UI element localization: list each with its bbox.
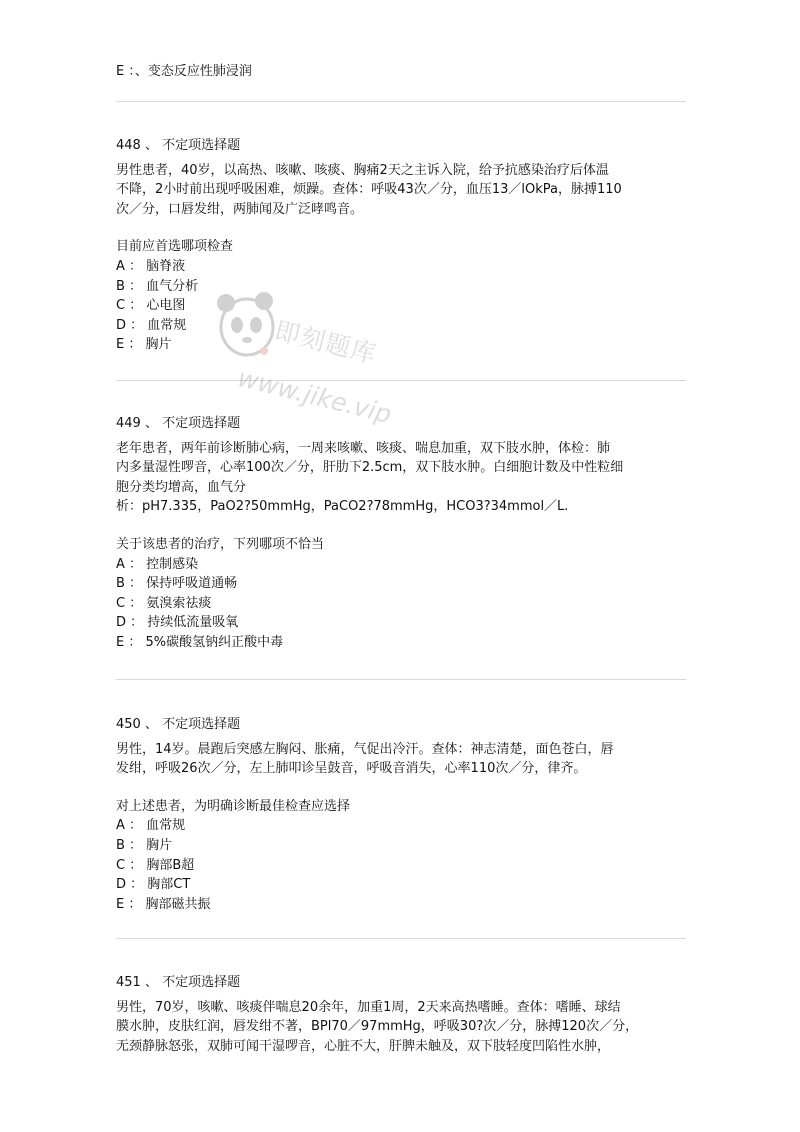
question-stem-line: 男性，70岁，咳嗽、咳痰伴喘息20余年，加重1周，2天来高热嗜睡。查体：嗜睡、球结: [116, 999, 621, 1015]
question-prompt: 关于该患者的治疗，下列哪项不恰当: [116, 536, 325, 552]
question-451: [116, 973, 686, 1056]
option-d: D ： 血常规: [116, 317, 187, 333]
option-a: A ： 血常规: [116, 818, 186, 834]
option-b: B ： 保持呼吸道通畅: [116, 576, 238, 592]
panda-logo-icon: [212, 285, 282, 365]
option-e: E ： 胸部磁共振: [116, 896, 211, 912]
question-header: 450 、 不定项选择题: [116, 717, 241, 732]
option-a: A ： 脑脊液: [116, 258, 186, 274]
question-449: [116, 414, 686, 653]
question-stem-line: 无颈静脉怒张，双肺可闻干湿啰音，心脏不大，肝脾未触及，双下肢轻度凹陷性水肿，: [116, 1038, 611, 1054]
question-447-tail: [116, 62, 686, 82]
question-header: 451 、 不定项选择题: [116, 975, 241, 990]
question-stem-line: 内多量湿性啰音，心率100次／分，肝肋下2.5cm，双下肢水肿。白细胞计数及中性粒细: [116, 460, 624, 476]
watermark-brand: 即刻题库: [271, 315, 380, 370]
separator: [116, 679, 686, 680]
question-stem-line: 发绀，呼吸26次／分，左上肺叩诊呈鼓音，呼吸音消失，心率110次／分，律齐。: [116, 761, 587, 777]
question-stem-line: 胞分类均增高，血气分: [116, 479, 247, 495]
question-header: 448 、 不定项选择题: [116, 138, 241, 153]
question-stem-line: 次／分，口唇发绀，两肺闻及广泛哮鸣音。: [116, 201, 364, 217]
option-e: E ： 5%碳酸氢钠纠正酸中毒: [116, 634, 284, 650]
question-stem-line: 膜水肿，皮肤红润，唇发绀不著，BPl70／97mmHg，呼吸30?次／分，脉搏120次／分，: [116, 1019, 639, 1035]
option-c: C ： 胸部B超: [116, 857, 195, 873]
question-stem-line: 不降，2小时前出现呼吸困难，烦躁。查体：呼吸43次／分，血压13／lOkPa，脉搏110: [116, 182, 622, 198]
question-stem-line: 老年患者，两年前诊断肺心病，一周来咳嗽、咳痰、喘息加重，双下肢水肿，体检：肺: [116, 440, 611, 456]
question-prompt: 对上述患者，为明确诊断最佳检查应选择: [116, 798, 351, 814]
question-prompt: 目前应首选哪项检查: [116, 239, 234, 255]
watermark-url: www.jike.vip: [234, 363, 395, 430]
question-stem-line: 男性，14岁。晨跑后突感左胸闷、胀痛，气促出冷汗。查体：神志清楚，面色苍白，唇: [116, 741, 614, 757]
option-b: B ： 胸片: [116, 837, 173, 853]
separator: [116, 101, 686, 102]
question-header: 449 、 不定项选择题: [116, 416, 241, 431]
option-a: A ： 控制感染: [116, 556, 199, 572]
option-b: B ： 血气分析: [116, 278, 199, 294]
option-c: C ： 心电图: [116, 298, 186, 314]
question-450: [116, 715, 686, 914]
option-e: E ： 胸片: [116, 337, 172, 353]
watermark: [212, 285, 422, 430]
option-e: E ：、变态反应性肺浸润: [116, 64, 252, 79]
question-stem-line: 析：pH7.335，PaO2?50mmHg，PaCO2?78mmHg，HCO3?34mmol／L.: [116, 499, 569, 515]
question-stem-line: 男性患者，40岁，以高热、咳嗽、咳痰、胸痛2天之主诉入院，给予抗感染治疗后体温: [116, 162, 609, 178]
option-c: C ： 氨溴索祛痰: [116, 595, 212, 611]
option-d: D ： 持续低流量吸氧: [116, 615, 239, 631]
option-d: D ： 胸部CT: [116, 877, 191, 893]
separator: [116, 938, 686, 939]
